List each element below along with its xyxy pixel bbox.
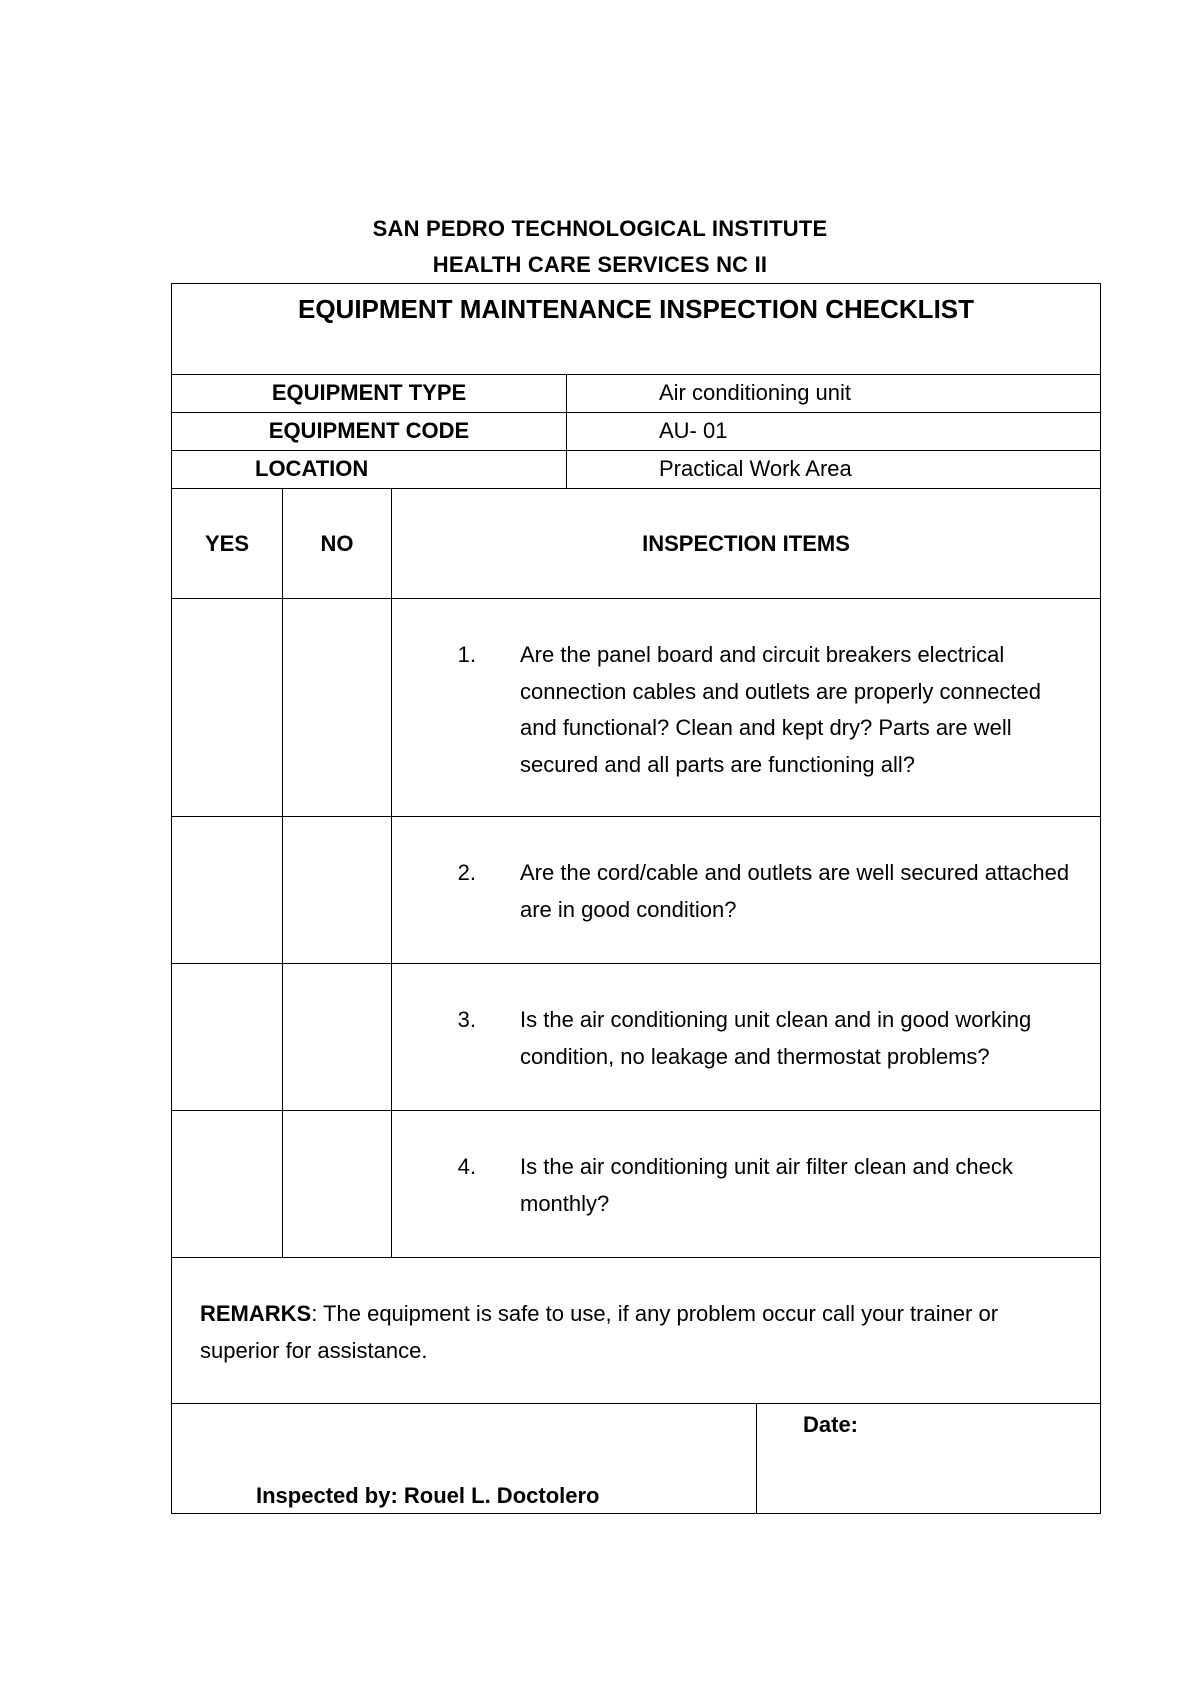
info-row-location [171,450,1101,488]
program-name: HEALTH CARE SERVICES NC II [432,252,768,277]
item-number: 2. [457,860,476,885]
no-checkbox-cell[interactable] [283,817,392,963]
yes-checkbox-cell[interactable] [172,599,283,816]
checklist-header-row [171,488,1101,598]
equipment-code-label: EQUIPMENT CODE [172,413,567,450]
inspection-item [392,599,1100,816]
date-label: Date: [803,1412,859,1437]
item-number: 4. [457,1154,476,1179]
item-line: Are the panel board and circuit breakers electrical [520,642,1005,667]
item-line: Is the air conditioning unit air filter clean and check [520,1154,1013,1179]
inspection-item-text [438,637,1086,783]
equipment-code-value[interactable]: AU- 01 [659,418,728,443]
inspector-cell[interactable] [172,1404,757,1513]
inspection-checklist-form [171,283,1101,1514]
item-number: 3. [457,1007,476,1032]
item-line: secured and all parts are functioning all? [520,751,916,777]
inspection-item [392,817,1100,963]
yes-column-header: YES [172,489,283,598]
checklist-row [171,1110,1101,1257]
yes-checkbox-cell[interactable] [172,964,283,1110]
item-line: Is the air conditioning unit clean and in good working [520,1007,1032,1032]
no-checkbox-cell[interactable] [283,599,392,816]
inspection-item-text [438,1149,1086,1222]
date-cell[interactable] [757,1404,1100,1513]
item-line: condition, no leakage and thermostat problems? [520,1043,990,1069]
item-line: are in good condition? [520,896,737,922]
location-label: LOCATION [172,451,567,488]
remarks-text [200,1296,1082,1369]
inspection-item-text [438,1002,1086,1075]
equipment-type-value[interactable]: Air conditioning unit [659,380,852,405]
yes-checkbox-cell[interactable] [172,1111,283,1257]
no-column-header: NO [283,489,392,598]
no-checkbox-cell[interactable] [283,1111,392,1257]
form-title-row [171,283,1101,374]
item-line: and functional? Clean and kept dry? Parts are well [520,715,1012,740]
institute-name: SAN PEDRO TECHNOLOGICAL INSTITUTE [372,216,828,241]
remarks-row [171,1257,1101,1403]
inspected-by: Inspected by: Rouel L. Doctolero [256,1483,600,1508]
remarks-line-1: : The equipment is safe to use, if any problem occur call your trainer or [311,1301,999,1326]
item-line: connection cables and outlets are properly connected [520,678,1042,704]
signature-row [171,1403,1101,1514]
checklist-row [171,816,1101,963]
remarks-label: REMARKS [200,1301,312,1326]
item-line: Are the cord/cable and outlets are well secured attached [520,860,1070,885]
no-checkbox-cell[interactable] [283,964,392,1110]
info-row-equipment-code [171,412,1101,450]
item-number: 1. [457,642,476,667]
checklist-row [171,598,1101,816]
equipment-type-label: EQUIPMENT TYPE [172,375,567,412]
yes-checkbox-cell[interactable] [172,817,283,963]
inspection-item-text [438,855,1086,928]
inspection-items-column-header: INSPECTION ITEMS [642,530,850,556]
form-title: EQUIPMENT MAINTENANCE INSPECTION CHECKLIST [297,294,975,324]
remarks-line-2: superior for assistance. [200,1337,428,1363]
inspection-item [392,1111,1100,1257]
item-line: monthly? [520,1190,610,1216]
inspection-item [392,964,1100,1110]
info-row-equipment-type [171,374,1101,412]
checklist-row [171,963,1101,1110]
location-value[interactable]: Practical Work Area [659,456,852,481]
